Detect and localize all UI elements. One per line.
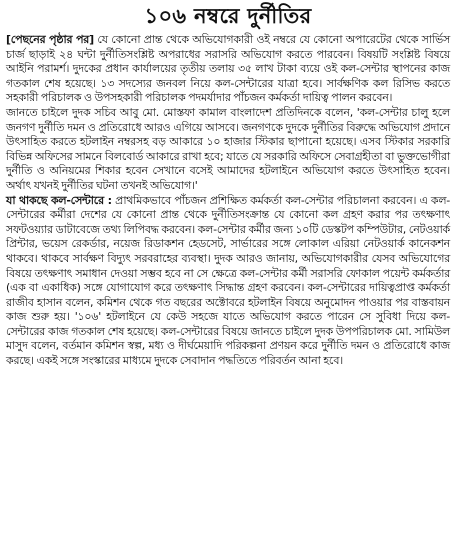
paragraph-1: [6, 33, 450, 106]
section-subhead: যা থাকছে কল-সেন্টারে :: [6, 193, 112, 207]
continuation-tag: [পেছনের পৃষ্ঠার পর]: [6, 33, 94, 46]
paragraph-1-text: যে কোনো প্রান্ত থেকে অভিযোগকারী ওই নম্বরে যে কোনো অপারেটের থেকে সার্ভিস চার্জ ছাড়াই ২৪ ঘন্টা দুর্নীতিসংশ্লিষ্ট অপরাধের সরাসরি অভিযোগ করতে পারবেন। বিষয়টি সংশ্লিষ্ট বিষয়ে আইনি পরামর্শ। দুদকের প্রধান কার্যালয়ের তৃতীয় তলায় ৩৫ লাখ টাকা ব্যয়ে ওই কল-সেন্টার স্থাপনের কাজ গতকাল শেষ হয়েছে। ১৩ সদস্যের জনবল নিয়ে কল-সেন্টারের যাত্রা হবে। সার্বক্ষণিক কল রিসিভ করতে সহকারী পরিচালক ও উপসহকারী পরিচালক পদমর্যাদার পাঁচজন কর্মকর্তা দায়িত্ব পালন করবেন।: [6, 33, 450, 105]
paragraph-3-text: প্রাথমিকভাবে পাঁচজন প্রশিক্ষিত কর্মকর্তা কল-সেন্টার পরিচালনা করবেন। এ কল-সেন্টারের কর্মীরা দেশের যে কোনো প্রান্ত থেকে দুর্নীতিসংক্রান্ত যে কোনো কল গ্রহণ করার পর তৎক্ষণাৎ সফটওয়্যার ডাটাবেজে তথ্য লিপিবদ্ধ করবেন। কল-সেন্টার কর্মীর জন্য ১০টি ডেস্কটপ কম্পিউটার, নেটওয়ার্ক প্রিন্টার, ভয়েস রেকর্ডার, নয়েজ রিডাকশন হেডসেট, সার্ভারের সঙ্গে লোকাল এরিয়া নেটওয়ার্ক কানেকশন থাকবে। থাকবে সার্বক্ষণ বিদ্যুৎ সরবরাহের ব্যবস্থা। দুদক আরও জানায়, অভিযোগকারীর যেসব অভিযোগের বিষয়ে তৎক্ষণাৎ সমাধান দেওয়া সম্ভব হবে না সে ক্ষেত্রে কল-সেন্টার কর্মী সরাসরি ফোকাল পয়েন্ট কর্মকর্তার (এক বা একাধিক) সঙ্গে যোগাযোগ করে তৎক্ষণাৎ সিদ্ধান্ত গ্রহণ করবেন। কল-সেন্টারের দায়িত্বপ্রাপ্ত কর্মকর্তা রাজীব হাসান বলেন, কমিশন থেকে গত বছরের অক্টোবরে হটলাইন বিষয়ে অনুমোদন পাওয়ার পর বাস্তবায়ন কাজ শুরু হয়। '১০৬' হটলাইনে যে কেউ সহজে যাতে অভিযোগ করতে পারেন সে সুবিধা দিয়ে কল-সেন্টারের কাজ গতকাল শেষ হয়েছে। কল-সেন্টারের বিষয়ে জানতে চাইলে দুদক উপপরিচালক মো. সামিউল মাসুদ বলেন, বর্তমান কমিশন স্বল্প, মধ্য ও দীর্ঘমেয়াদি পরিকল্পনা প্রণয়ন করে দুর্নীতি দমন ও প্রতিরোধে কাজ করছে। একই সঙ্গে সংস্কারের মাধ্যমে দুদকে সেবাদান পদ্ধতিতে পরিবর্তন আনা হবে।: [6, 193, 451, 368]
paragraph-3: [6, 194, 450, 369]
headline: ১০৬ নম্বরে দুর্নীতির: [144, 4, 312, 28]
paragraph-2: জানতে চাইলে দুদক সচিব আবু মো. মোস্তফা কামাল বাংলাদেশ প্রতিদিনকে বলেন, 'কল-সেন্টার চালু হলে জনগণ দুর্নীতি দমন ও প্রতিরোধে আরও এগিয়ে আসবে। জনগণকে দুদকে দুর্নীতির বিরুদ্ধে অভিযোগ প্রদানে উৎসাহিত করতে হটলাইন নম্বরসহ বড় আকারে ১০ হাজার স্টিকার ছাপানো হয়েছে। এসব স্টিকার সরকারি বিভিন্ন অফিসের সামনে বিলবোর্ড আকারে রাখা হবে; যাতে যে সরকারি অফিসে সেবাগ্রহীতা বা ভুক্তভোগীরা দুর্নীতি ও অনিয়মের শিকার হবেন সেখানে বসেই আমাদের হটলাইনে অভিযোগ করতে উৎসাহিত হবেন। অর্থাৎ যখনই দুর্নীতির ঘটনা তখনই অভিযোগ।': [6, 105, 450, 192]
